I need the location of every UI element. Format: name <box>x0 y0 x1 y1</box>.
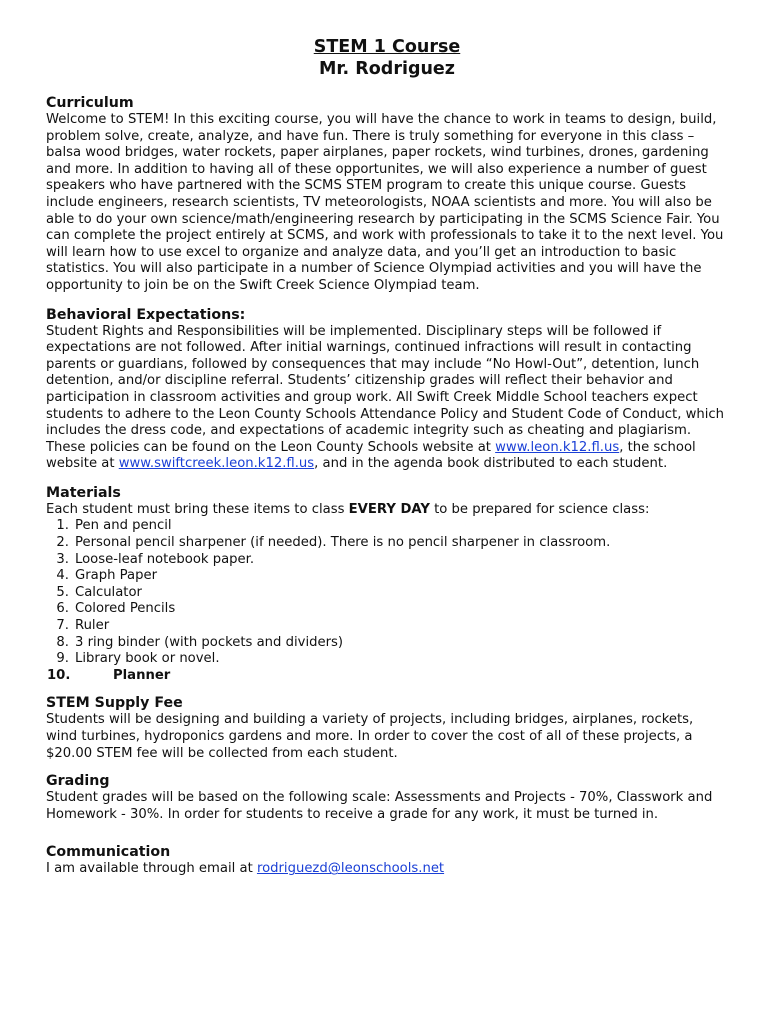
behavior-text-part-2: , the school website at <box>46 439 696 472</box>
list-number: 9. <box>56 651 69 667</box>
list-number: 3. <box>56 551 69 567</box>
list-item <box>46 535 728 552</box>
list-text: Graph Paper <box>75 568 157 584</box>
curriculum-section <box>46 94 728 295</box>
document-page <box>46 36 728 878</box>
list-number: 1. <box>56 518 69 534</box>
behavior-text-part-1: Student Rights and Responsibilities will be implemented. Disciplinary steps will be followed if expectations are not followed. After initial warnings, continued infractions will result in contacting parents or guardians, followed by consequences that may include “No Howl-Out”, detention, lunch detention, and/or discipline referral. Students’ citizenship grades will reflect their behavior and participation in classroom activities and group work. All Swift Creek Middle School teachers expect students to adhere to the Leon County Schools Attendance Policy and Student Code of Conduct, which includes the dress code, and expectations of academic integrity such as cheating and plagiarism. These policies can be found on the Leon County Schools website at <box>46 323 725 455</box>
behavior-heading: Behavioral Expectations: <box>46 306 246 323</box>
list-item <box>46 668 728 685</box>
list-item <box>46 518 728 535</box>
title-block <box>46 36 728 80</box>
supply-fee-heading: STEM Supply Fee <box>46 695 183 712</box>
list-number: 2. <box>56 535 69 551</box>
communication-text <box>46 861 728 878</box>
list-item <box>46 651 728 668</box>
materials-list <box>46 518 728 684</box>
list-text: Pen and pencil <box>75 518 172 534</box>
communication-text-part: I am available through email at <box>46 861 257 877</box>
list-number: 7. <box>56 618 69 634</box>
supply-fee-section <box>46 694 728 762</box>
materials-section <box>46 484 728 685</box>
curriculum-heading: Curriculum <box>46 95 134 111</box>
list-item <box>46 568 728 585</box>
list-item <box>46 552 728 569</box>
behavior-section <box>46 306 728 473</box>
curriculum-text: Welcome to STEM! In this exciting course, you will have the chance to work in teams to design, build, problem solve, create, analyze, and have fun. There is truly something for everyone in this class – balsa wood bridges, water rockets, paper airplanes, paper rockets, wind turbines, drones, gardening and more. In addition to having all of these opportunites, we will also experience a number of guest speakers who have partnered with the SCMS STEM program to create this unique course. Guests include engineers, research scientists, TV meteorologists, NOAA scientists and more. You will also be able to do your own science/math/engineering research by participating in the SCMS Science Fair. You can complete the project entirely at SCMS, and work with professionals to take it to the next level. You will learn how to use excel to organize and analyze data, and you’ll get an introduction to basic statistics. You will also participate in a number of Science Olympiad activities and you will have the opportunity to join be on the Swift Creek Science Olympiad team. <box>46 112 724 293</box>
supply-fee-text: Students will be designing and building a variety of projects, including bridges, airplanes, rockets, wind turbines, hydroponics gardens and more. In order to cover the cost of all of these projects, a $20.00 STEM fee will be collected from each student. <box>46 712 694 761</box>
list-item <box>46 585 728 602</box>
teacher-name: Mr. Rodriguez <box>319 59 455 79</box>
behavior-text-part-3: , and in the agenda book distributed to each student. <box>314 456 668 472</box>
materials-intro-part-2: to be prepared for science class: <box>429 501 650 517</box>
list-number: 8. <box>56 634 69 650</box>
swift-creek-link[interactable]: www.swiftcreek.leon.k12.fl.us <box>118 456 315 472</box>
course-title: STEM 1 Course <box>313 37 461 57</box>
list-item <box>46 601 728 618</box>
list-item <box>46 635 728 652</box>
communication-section <box>46 843 728 878</box>
list-number: 4. <box>56 568 69 584</box>
grading-section <box>46 772 728 823</box>
list-number: 10. <box>47 667 71 683</box>
list-text: Ruler <box>75 618 110 634</box>
materials-intro-emphasis: EVERY DAY <box>348 501 430 517</box>
list-text: 3 ring binder (with pockets and dividers) <box>75 634 344 650</box>
list-text: Library book or novel. <box>75 651 220 667</box>
list-text: Planner <box>113 667 171 683</box>
list-text: Personal pencil sharpener (if needed). There is no pencil sharpener in classroom. <box>75 535 611 551</box>
leon-county-link[interactable]: www.leon.k12.fl.us <box>495 439 620 455</box>
grading-text: Student grades will be based on the following scale: Assessments and Projects - 70%, Classwork and Homework - 30%. In order for students to receive a grade for any work, it must be turned in. <box>46 790 713 822</box>
email-link[interactable]: rodriguezd@leonschools.net <box>256 861 445 877</box>
list-number: 5. <box>56 584 69 600</box>
list-item <box>46 618 728 635</box>
grading-heading: Grading <box>46 773 110 790</box>
materials-intro-part-1: Each student must bring these items to class <box>46 501 349 517</box>
list-text: Colored Pencils <box>75 601 176 617</box>
list-number: 6. <box>56 601 69 617</box>
behavior-text <box>46 324 728 473</box>
list-text: Calculator <box>75 584 142 600</box>
list-text: Loose-leaf notebook paper. <box>75 551 255 567</box>
materials-heading: Materials <box>46 484 121 501</box>
materials-intro <box>46 502 728 519</box>
communication-heading: Communication <box>46 844 171 861</box>
